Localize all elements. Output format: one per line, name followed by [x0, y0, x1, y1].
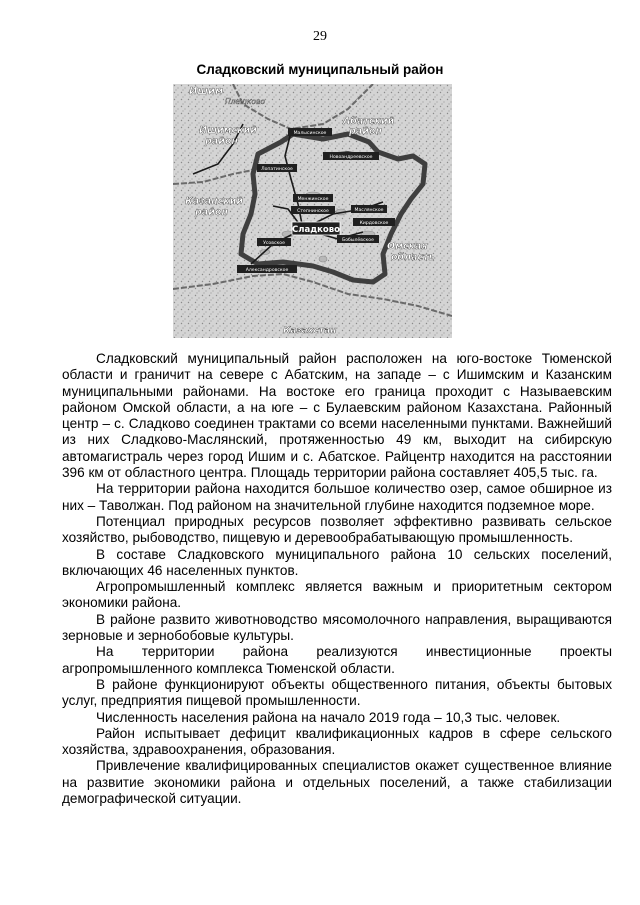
paragraph: Сладковский муниципальный район расположен на юго-востоке Тюменской области и граничит на севере с Абатским, на западе – с Ишимским и Казанским муниципальными районами. На востоке его граница проходит с Называевским районом Омской области, а на юге – с Булаевским районом Казахстана. Районный центр – с. Сладково соединен трактами со всеми населенными пунктами. Важнейший из них Сладково-Маслянский, протяженностью 49 км, выходит на сибирскую автомагистраль через город Ишим и с. Абатское. Райцентр находится на расстоянии 396 км от областного центра. Площадь территории района составляет 405,5 тыс. га.	[62, 351, 612, 481]
settlement-bobylevskoe	[337, 235, 379, 243]
paragraph: В районе развито животноводство мясомолочного направления, выращиваются зерновые и зернобобовые культуры.	[62, 611, 612, 644]
paragraph: Привлечение квалифицированных специалистов окажет существенное влияние на развитие экономики района и отдельных поселений, а также стабилизации демографической ситуации.	[62, 758, 612, 807]
ishimsky-district-label-line1: Ишимский	[199, 125, 257, 136]
omsk-oblast-label-line2: область	[391, 252, 435, 263]
settlement-label: Менжинское	[297, 197, 329, 202]
paragraph: На территории района реализуются инвестиционные проекты агропромышленного комплекса Тюменской области.	[62, 644, 612, 676]
page-title: Сладковский муниципальный район	[196, 62, 444, 77]
settlement-kirdovskoe	[353, 218, 395, 226]
body-text	[62, 351, 612, 807]
kazansky-district-label-line1: Казанский	[185, 196, 244, 207]
paragraph: В районе функционируют объекты общественного питания, объекты бытовых услуг, предприятия пищевой промышленности.	[62, 676, 612, 709]
ishim-city-label: Ишим	[189, 86, 224, 97]
settlement-stepninskoe	[291, 206, 335, 214]
settlement-maslyanskoe	[351, 205, 387, 213]
page-number: 29	[313, 29, 327, 44]
settlement-menzhinskoe	[293, 194, 333, 202]
lake	[319, 256, 327, 262]
abatsky-district-label-line1: Абатский	[343, 116, 395, 127]
settlement-malysinskoe	[288, 128, 332, 136]
settlement-lopatinskoe	[257, 164, 297, 172]
paragraph: Численность населения района на начало 2019 года – 10,3 тыс. человек.	[96, 709, 561, 725]
kazakhstan-label: Казахстан	[283, 326, 337, 336]
settlement-label: Маслянское	[354, 208, 384, 213]
settlement-label: Усовское	[263, 241, 285, 246]
ishimsky-district-label-line2: район	[205, 136, 238, 147]
center-label: Сладково	[292, 225, 340, 235]
settlement-label: Бобылёвское	[342, 238, 374, 243]
settlement-label: Александровское	[245, 268, 289, 273]
paragraph: Район испытывает дефицит квалификационных кадров в сфере сельского хозяйства, здравоохранения, образования.	[62, 725, 612, 758]
paragraph: Потенциал природных ресурсов позволяет эффективно развивать сельское хозяйство, рыбоводство, пищевую и деревообрабатывающую промышленность.	[62, 513, 612, 546]
omsk-oblast-label-line1: Омская	[387, 241, 428, 252]
settlement-label: Кирдовское	[359, 221, 389, 226]
settlement-aleksandrovskoe	[237, 265, 297, 273]
settlement-label: Новоандреевское	[329, 155, 373, 160]
settlement-novoandreevskoe	[323, 152, 379, 160]
pleshkovo-label: Плешково	[225, 97, 266, 106]
paragraph: Агропромышленный комплекс является важным и приоритетным сектором экономики района.	[62, 579, 612, 611]
settlement-usovskoe	[257, 238, 291, 246]
paragraph: В составе Сладковского муниципального района 10 сельских поселений, включающих 46 населенных пунктов.	[62, 546, 612, 578]
settlement-sladkovo-center	[292, 222, 340, 235]
settlement-label: Степнинское	[297, 209, 329, 214]
kazansky-district-label-line2: район	[195, 207, 228, 218]
abatsky-district-label-line2: район	[349, 126, 382, 137]
settlement-label: Лопатинское	[261, 167, 293, 172]
paragraph: На территории района находится большое количество озер, самое обширное из них – Таволжан. Под районом на значительной глубине находится подземное море.	[62, 481, 612, 513]
district-map	[173, 84, 452, 338]
settlement-label: Малысинское	[293, 131, 327, 136]
omsk-oblast-label	[387, 241, 435, 263]
